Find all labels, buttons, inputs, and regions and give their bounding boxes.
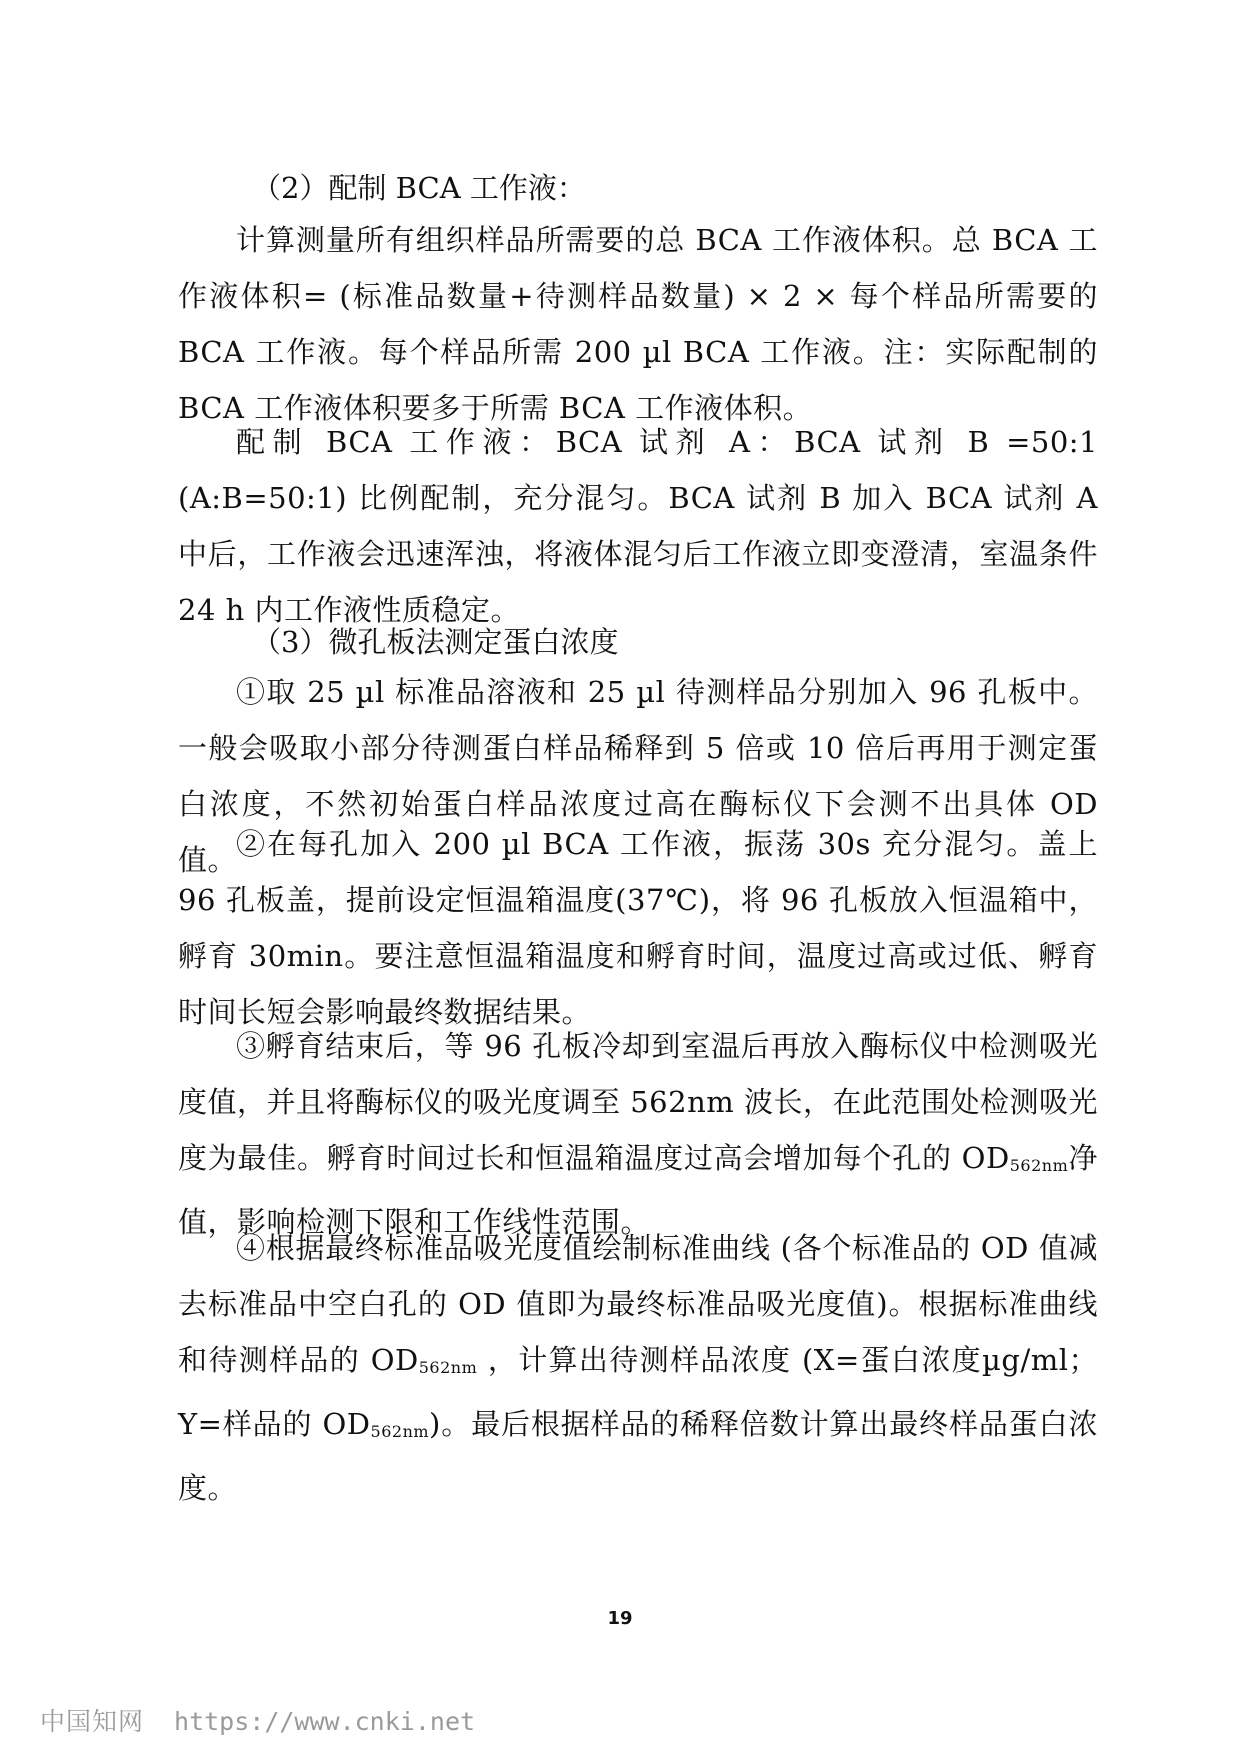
- od-subscript: 562nm: [1009, 1156, 1069, 1175]
- od-subscript: 562nm: [370, 1422, 430, 1441]
- section-2-heading: （2）配制 BCA 工作液：: [252, 171, 586, 205]
- step-4-text-a: ④根据最终标准品吸光度值绘制标准曲线 (各个标准品的 OD 值减去标准品中空白孔的 OD 值即为最终标准品吸光度值)。根据标准曲线和待测样品的 OD: [178, 1231, 1098, 1377]
- section-2-paragraph-volume: 计算测量所有组织样品所需要的总 BCA 工作液体积。总 BCA 工作液体积= (标准品数量+待测样品数量) × 2 × 每个样品所需要的 BCA 工作液。每个样品所需 200 µl BCA 工作液。注：实际配制的 BCA 工作液体积要多于所需 BCA 工作液体积。: [178, 223, 1098, 425]
- page-number: 19: [607, 1608, 633, 1629]
- step-3-text-b: 净值，影响检测下限和工作线性范围。: [178, 1141, 1098, 1239]
- watermark-name: 中国知网: [40, 1707, 145, 1736]
- cnki-watermark: [40, 1702, 475, 1738]
- od-subscript: 562nm: [418, 1358, 478, 1377]
- section-2-paragraph-preparation: 配制 BCA 工作液：BCA 试剂 A：BCA 试剂 B =50:1 (A:B=50:1) 比例配制，充分混匀。BCA 试剂 B 加入 BCA 试剂 A 中后，工作液会迅速浑浊，将液体混匀后工作液立即变澄清，室温条件 24 h 内工作液性质稳定。: [178, 425, 1098, 627]
- step-4-text-b: ，计算出待测样品浓度 (X=蛋白浓度µg/ml；Y=样品的 OD: [178, 1343, 1098, 1441]
- step-4-paragraph: [178, 1220, 1098, 1516]
- step-3-text-a: ③孵育结束后，等 96 孔板冷却到室温后再放入酶标仪中检测吸光度值，并且将酶标仪的吸光度调至 562nm 波长，在此范围处检测吸光度为最佳。孵育时间过长和恒温箱温度过高会增加每个孔的 OD: [178, 1029, 1098, 1175]
- step-1-paragraph: ①取 25 µl 标准品溶液和 25 µl 待测样品分别加入 96 孔板中。一般会吸取小部分待测蛋白样品稀释到 5 倍或 10 倍后再用于测定蛋白浓度，不然初始蛋白样品浓度过高在酶标仪下会测不出具体 OD 值。: [178, 675, 1098, 877]
- step-3-paragraph: [178, 1018, 1098, 1250]
- step-2-paragraph: ②在每孔加入 200 µl BCA 工作液，振荡 30s 充分混匀。盖上 96 孔板盖，提前设定恒温箱温度(37℃)，将 96 孔板放入恒温箱中，孵育 30min。要注意恒温箱温度和孵育时间，温度过高或过低、孵育时间长短会影响最终数据结果。: [178, 827, 1098, 1029]
- section-3-heading: （3）微孔板法测定蛋白浓度: [252, 625, 619, 659]
- step-4-text-c: )。最后根据样品的稀释倍数计算出最终样品蛋白浓度。: [178, 1407, 1098, 1505]
- watermark-url: https://www.cnki.net: [174, 1707, 476, 1736]
